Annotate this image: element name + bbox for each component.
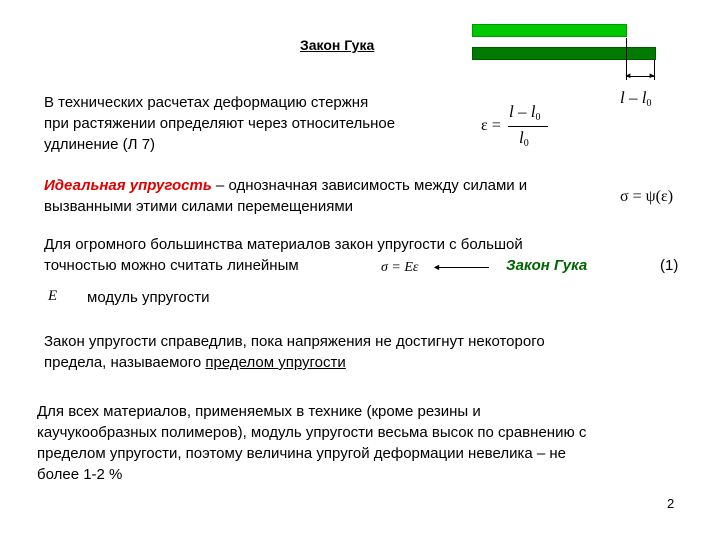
hooke-formula: σ = Eε <box>381 260 419 275</box>
arrow-head-left-icon: ◄ <box>624 71 632 80</box>
ideal-elasticity-term: Идеальная упругость <box>44 177 212 194</box>
strain-numerator: l – $l_0$ <box>509 102 541 123</box>
elastic-limit-term: пределом упругости <box>205 354 346 371</box>
strain-denominator: $l_0$ <box>519 128 529 149</box>
page-title: Закон Гука <box>300 37 375 53</box>
rod-stretched-bar <box>472 47 656 60</box>
equation-number: (1) <box>660 257 679 274</box>
paragraph-strain-intro: В технических расчетах деформацию стержня при растяжении определяют через относительное удлинение (Л 7) <box>44 94 396 153</box>
paragraph-elastic-limit: Закон упругости справедлив, пока напряжения не достигнут некоторого предела, называемого пределом упругости <box>44 333 545 371</box>
fraction-line <box>508 126 548 127</box>
elongation-label: l – $l_0$ <box>620 88 652 109</box>
paragraph-ideal-elasticity: Идеальная упругость – однозначная зависимость между силами и вызванными этими силами перемещениями <box>44 177 528 215</box>
page-number: 2 <box>667 496 675 511</box>
paragraph-modulus-magnitude: Для всех материалов, применяемых в технике (кроме резины и каучукообразных полимеров), модуль упругости весьма высок по сравнению с пределом упругости, поэтому величина упругой деформации невелика – не более 1-2 % <box>37 403 587 483</box>
modulus-label: модуль упругости <box>87 289 210 306</box>
rod-original-bar <box>472 24 627 37</box>
arrow-head-right-icon: ► <box>648 71 656 80</box>
paragraph-linear-elasticity: Для огромного большинства материалов закон упругости с большой точностью можно считать линейным <box>44 236 523 274</box>
hooke-arrow-line <box>437 267 489 268</box>
modulus-symbol: E <box>48 288 58 304</box>
arrow-left-icon: ◄ <box>432 262 441 272</box>
hooke-law-label: Закон Гука <box>506 257 588 274</box>
elasticity-function-formula: σ = ψ(ε) <box>620 188 674 205</box>
